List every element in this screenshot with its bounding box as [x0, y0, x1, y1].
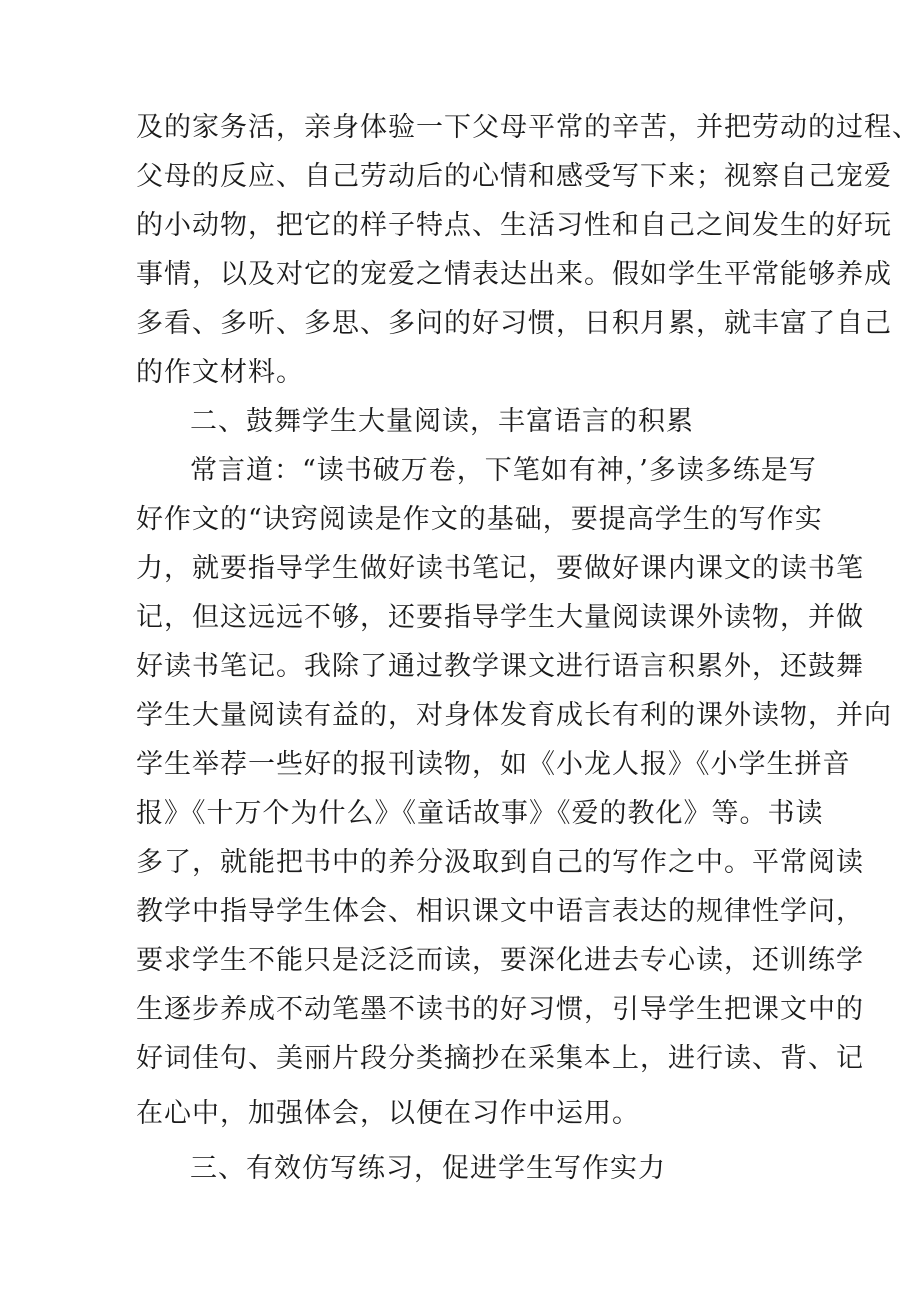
text-line: 父母的反应、自己劳动后的心情和感受写下来；视察自己宠爱 [136, 161, 892, 192]
text-line: 生逐步养成不动笔墨不读书的好习惯，引导学生把课文中的 [136, 994, 864, 1025]
text-line: 及的家务活，亲身体验一下父母平常的辛苦，并把劳动的过程、 [136, 112, 920, 143]
text-line: 好读书笔记。我除了通过教学课文进行语言积累外，还鼓舞 [136, 651, 864, 682]
text-line: 好作文的“诀窍阅读是作文的基础，要提高学生的写作实 [136, 504, 823, 535]
text-line: 学生举荐一些好的报刊读物，如《小龙人报》《小学生拼音 [136, 749, 851, 780]
text-line: 的作文材料。 [136, 357, 304, 388]
text-line: 在心中，加强体会，以便在习作中运用。 [136, 1098, 640, 1129]
section-heading-3: 三、有效仿写练习，促进学生写作实力 [190, 1153, 666, 1184]
text-line: 报》《十万个为什么》《童话故事》《爱的教化》等。书读 [136, 798, 824, 829]
text-line: 要求学生不能只是泛泛而读，要深化进去专心读，还训练学 [136, 945, 864, 976]
paragraph-first-line: 常言道：“读书破万卷，下笔如有神，’多读多练是写 [190, 455, 817, 486]
text-line: 力，就要指导学生做好读书笔记，要做好课内课文的读书笔 [136, 553, 864, 584]
section-heading-2: 二、鼓舞学生大量阅读，丰富语言的积累 [190, 406, 694, 437]
text-line: 的小动物，把它的样子特点、生活习性和自己之间发生的好玩 [136, 210, 892, 241]
text-line: 事情，以及对它的宠爱之情表达出来。假如学生平常能够养成 [136, 259, 892, 290]
text-line: 多了，就能把书中的养分汲取到自己的写作之中。平常阅读 [136, 847, 864, 878]
document-body [136, 103, 920, 1193]
text-line: 记，但这远远不够，还要指导学生大量阅读课外读物，并做 [136, 602, 864, 633]
text-line: 教学中指导学生体会、相识课文中语言表达的规律性学问， [136, 896, 864, 927]
text-line: 好词佳句、美丽片段分类摘抄在采集本上，进行读、背、记 [136, 1043, 864, 1074]
text-line: 多看、多听、多思、多问的好习惯，日积月累，就丰富了自己 [136, 308, 892, 339]
text-line: 学生大量阅读有益的，对身体发育成长有利的课外读物，并向 [136, 700, 892, 731]
